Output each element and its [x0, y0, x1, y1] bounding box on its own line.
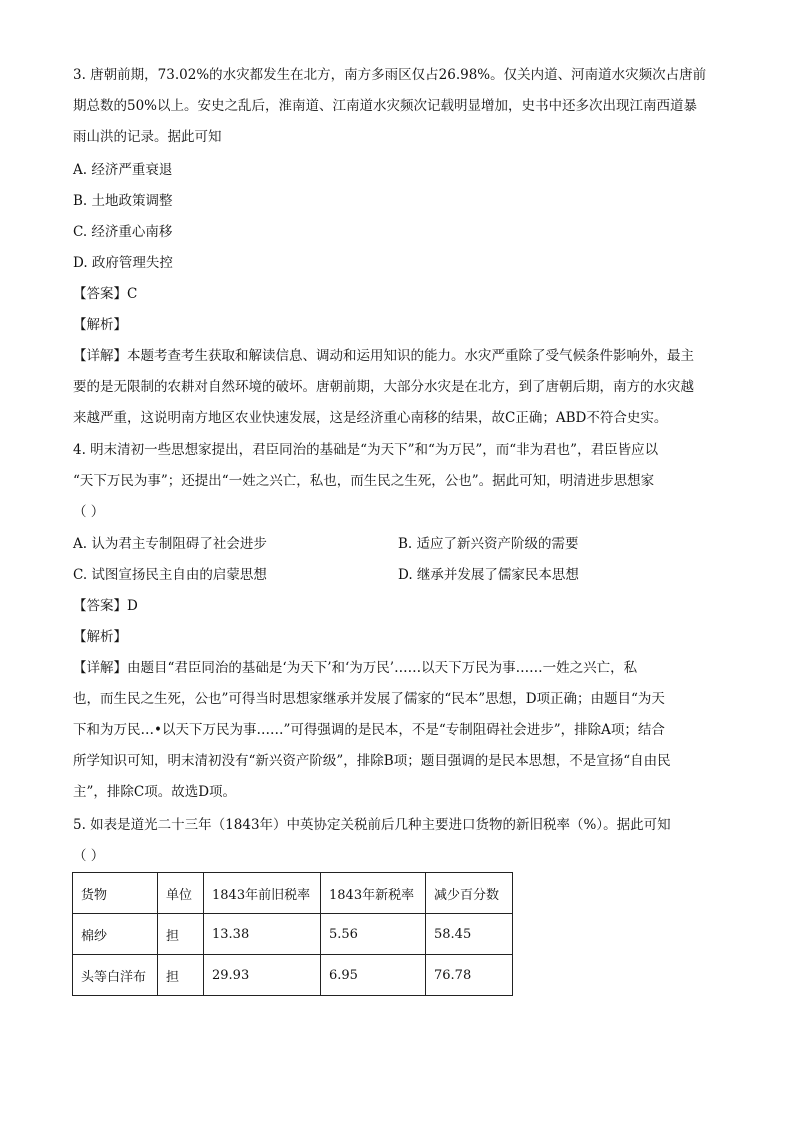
tariff-table: [72, 872, 513, 996]
q4-option-c: C. 试图宣扬民主自由的启蒙思想: [73, 567, 267, 583]
q3-analysis-label: 【解析】: [73, 317, 127, 333]
q4-answer: 【答案】D: [73, 598, 138, 614]
table-cell: 担: [158, 955, 204, 996]
q4-option-b: B. 适应了新兴资产阶级的需要: [398, 536, 579, 552]
q4-option-a: A. 认为君主专制阻碍了社会进步: [73, 536, 267, 552]
q3-detail-line-2: 要的是无限制的农耕对自然环境的破坏。唐朝前期，大部分水灾是在北方，到了唐朝后期，南方的水灾越: [73, 379, 694, 395]
table-header-cell: 单位: [158, 873, 204, 914]
q3-answer: 【答案】C: [73, 286, 138, 302]
q3-stem-line-1: 3. 唐朝前期，73.02%的水灾都发生在北方，南方多雨区仅占26.98%。仅关内道、河南道水灾频次占唐前: [73, 67, 707, 83]
table-row: [73, 914, 513, 955]
table-cell: 76.78: [426, 955, 513, 996]
q3-option-c: C. 经济重心南移: [73, 224, 173, 240]
table-header-cell: 货物: [73, 873, 158, 914]
q4-stem-line-1: 4. 明末清初一些思想家提出，君臣同治的基础是“为天下”和“为万民”，而“非为君也”，君臣皆应以: [73, 442, 659, 458]
q3-option-a: A. 经济严重衰退: [73, 162, 173, 178]
q4-stem-line-3: （ ）: [73, 504, 105, 520]
q4-detail-line-1: 【详解】由题目“君臣同治的基础是‘为天下’和‘为万民’……以天下万民为事……一姓之兴亡，私: [73, 660, 638, 676]
table-cell: 头等白洋布: [73, 955, 158, 996]
table-cell: 棉纱: [73, 914, 158, 955]
q3-option-d: D. 政府管理失控: [73, 255, 173, 271]
q4-detail-line-3: 下和为万民…•以天下万民为事……”可得强调的是民本，不是“专制阻碍社会进步”，排除A项；结合: [73, 722, 665, 738]
table-header-cell: 1843年新税率: [321, 873, 426, 914]
table-row: [73, 955, 513, 996]
q4-detail-line-4: 所学知识可知，明末清初没有“新兴资产阶级”，排除B项；题目强调的是民本思想，不是宣扬“自由民: [73, 753, 671, 769]
table-cell: 58.45: [426, 914, 513, 955]
q3-option-b: B. 土地政策调整: [73, 193, 173, 209]
q4-option-d: D. 继承并发展了儒家民本思想: [398, 567, 579, 583]
table-cell: 担: [158, 914, 204, 955]
table-header-row: [73, 873, 513, 914]
table-header-cell: 1843年前旧税率: [204, 873, 321, 914]
q5-stem-line-1: 5. 如表是道光二十三年（1843年）中英协定关税前后几种主要进口货物的新旧税率（%）。据此可知: [73, 817, 671, 833]
q3-detail-line-1: 【详解】本题考查考生获取和解读信息、调动和运用知识的能力。水灾严重除了受气候条件影响外，最主: [73, 348, 694, 364]
table-cell: 13.38: [204, 914, 321, 955]
table-cell: 29.93: [204, 955, 321, 996]
q5-stem-line-2: （ ）: [73, 848, 105, 864]
q4-analysis-label: 【解析】: [73, 629, 127, 645]
table-header-cell: 减少百分数: [426, 873, 513, 914]
q3-stem-line-2: 期总数的50%以上。安史之乱后，淮南道、江南道水灾频次记载明显增加，史书中还多次出现江南西道暴: [73, 98, 698, 114]
q3-detail-line-3: 来越严重，这说明南方地区农业快速发展，这是经济重心南移的结果，故C正确；ABD不符合史实。: [73, 410, 668, 426]
q3-stem-line-3: 雨山洪的记录。据此可知: [73, 129, 222, 145]
q4-detail-line-5: 主”，排除C项。故选D项。: [73, 784, 237, 800]
q4-detail-line-2: 也，而生民之生死，公也”可得当时思想家继承并发展了儒家的“民本”思想，D项正确；由题目“为天: [73, 691, 665, 707]
table-cell: 6.95: [321, 955, 426, 996]
q4-stem-line-2: “天下万民为事”；还提出“一姓之兴亡，私也，而生民之生死，公也”。据此可知，明清进步思想家: [73, 473, 655, 489]
table-cell: 5.56: [321, 914, 426, 955]
